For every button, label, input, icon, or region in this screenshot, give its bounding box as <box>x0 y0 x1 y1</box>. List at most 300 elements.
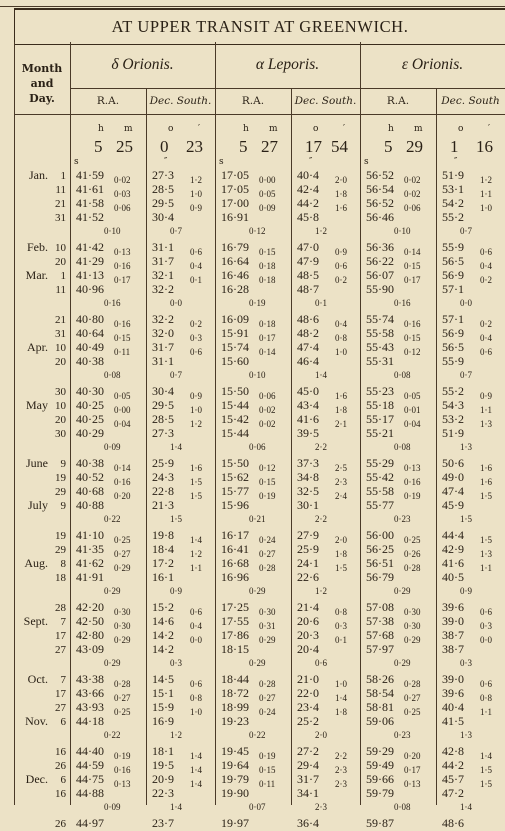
difference-value: 0·29 <box>114 563 131 573</box>
interval-difference: 1·5 <box>460 514 472 524</box>
right-ascension-value: 57·38 <box>366 614 394 628</box>
declination-value: 48·5 <box>297 268 319 282</box>
seconds-unit: s <box>219 157 224 167</box>
month-header-line1: Month <box>21 62 63 75</box>
difference-value: 0·03 <box>114 189 131 199</box>
month-name: Oct. <box>27 672 48 686</box>
difference-value: 0·18 <box>259 261 276 271</box>
declination-value: 56·5 <box>442 340 464 354</box>
right-ascension-value: 16·28 <box>221 282 249 296</box>
right-ascension-value: 44·97 <box>76 816 104 830</box>
day-number: 10 <box>55 242 66 254</box>
difference-value: 0·27 <box>114 549 131 559</box>
day-number: 1 <box>60 170 66 182</box>
month-name: Apr. <box>27 340 48 354</box>
difference-value: 1·6 <box>335 391 347 401</box>
right-ascension-value: 56·52 <box>366 168 394 182</box>
base-value: 54 <box>331 137 348 156</box>
day-number: 9 <box>60 458 66 470</box>
ra-dec-divider-line <box>436 88 437 805</box>
interval-difference: 1·2 <box>315 226 327 236</box>
difference-value: 0·28 <box>259 563 276 573</box>
difference-value: 0·6 <box>190 679 202 689</box>
declination-value: 21·3 <box>152 498 174 512</box>
day-number: 26 <box>55 760 66 772</box>
date-label <box>14 816 66 831</box>
right-ascension-value: 40·25 <box>76 398 104 412</box>
declination-value: 21·4 <box>297 600 319 614</box>
difference-value: 0·13 <box>114 779 131 789</box>
right-ascension-value: 40·29 <box>76 426 104 440</box>
unit-label: o <box>313 124 319 134</box>
declination-value: 15·1 <box>152 686 174 700</box>
interval-difference: 1·3 <box>460 442 472 452</box>
interval-difference: 0·7 <box>170 226 182 236</box>
interval-difference: 0·08 <box>104 370 121 380</box>
interval-difference: 0·10 <box>394 226 411 236</box>
difference-value: 0·19 <box>404 491 421 501</box>
right-ascension-value: 59·06 <box>366 714 394 728</box>
difference-value: 0·15 <box>259 247 276 257</box>
difference-value: 1·2 <box>480 175 492 185</box>
difference-value: 1·2 <box>190 549 202 559</box>
month-name: May <box>26 398 48 412</box>
difference-value: 0·25 <box>404 535 421 545</box>
declination-value: 45·8 <box>297 210 319 224</box>
unit-label: o <box>168 124 174 134</box>
declination-value: 40·4 <box>297 168 319 182</box>
right-ascension-value: 55·18 <box>366 398 394 412</box>
day-number: 26 <box>55 818 66 830</box>
difference-value: 2·3 <box>335 477 347 487</box>
difference-value: 0·24 <box>259 707 276 717</box>
declination-value: 48·6 <box>297 312 319 326</box>
declination-value: 31·1 <box>152 240 174 254</box>
interval-difference: 0·22 <box>104 514 121 524</box>
date-label <box>14 786 66 801</box>
declination-value: 54·3 <box>442 398 464 412</box>
day-number: 30 <box>55 386 66 398</box>
interval-difference: 0·23 <box>394 730 411 740</box>
difference-value: 0·6 <box>190 607 202 617</box>
difference-value: 1·3 <box>480 549 492 559</box>
difference-value: 0·2 <box>335 275 347 285</box>
difference-value: 0·3 <box>480 621 492 631</box>
declination-value: 32·5 <box>297 484 319 498</box>
date-label <box>14 700 66 715</box>
interval-difference: 0·9 <box>170 586 182 596</box>
date-label <box>14 312 66 327</box>
right-ascension-value: 19·79 <box>221 772 249 786</box>
declination-value: 48·6 <box>442 816 464 830</box>
difference-value: 0·02 <box>114 175 131 185</box>
right-ascension-value: 43·38 <box>76 672 104 686</box>
day-number: 11 <box>55 284 66 296</box>
declination-value: 32·1 <box>152 268 174 282</box>
unit-label: h <box>243 124 249 134</box>
difference-value: 0·27 <box>259 693 276 703</box>
declination-value: 32·2 <box>152 282 174 296</box>
declination-value: 56·9 <box>442 326 464 340</box>
month-header-line2: and <box>30 77 54 90</box>
difference-value: 0·14 <box>404 247 421 257</box>
day-number: 16 <box>55 788 66 800</box>
right-ascension-value: 40·68 <box>76 484 104 498</box>
difference-value: 2·0 <box>335 535 347 545</box>
difference-value: 1·4 <box>190 751 202 761</box>
declination-value: 31·7 <box>152 254 174 268</box>
declination-value: 41·6 <box>297 412 319 426</box>
day-number: 20 <box>55 414 66 426</box>
base-value: 25 <box>116 137 133 156</box>
right-ascension-value: 41·13 <box>76 268 104 282</box>
interval-difference: 0·08 <box>394 370 411 380</box>
declination-value: 27·9 <box>297 528 319 542</box>
difference-value: 2·3 <box>335 765 347 775</box>
difference-value: 1·1 <box>480 707 492 717</box>
declination-value: 28·5 <box>152 182 174 196</box>
difference-value: 1·4 <box>480 751 492 761</box>
right-ascension-value: 56·51 <box>366 556 394 570</box>
declination-value: 32·0 <box>152 326 174 340</box>
star-divider-line <box>360 42 361 805</box>
difference-value: 0·28 <box>114 679 131 689</box>
difference-value: 0·00 <box>259 175 276 185</box>
star-name-rule <box>70 88 505 89</box>
difference-value: 0·1 <box>335 635 347 645</box>
date-label <box>14 282 66 297</box>
interval-difference: 1·2 <box>315 586 327 596</box>
day-number: 9 <box>60 500 66 512</box>
right-ascension-value: 18·44 <box>221 672 249 686</box>
interval-difference: 0·16 <box>394 298 411 308</box>
arcsec-unit: ″ <box>309 157 313 167</box>
difference-value: 0·25 <box>114 707 131 717</box>
interval-difference: 0·22 <box>249 730 266 740</box>
date-label <box>14 470 66 485</box>
unit-label: m <box>414 124 423 134</box>
right-ascension-value: 17·00 <box>221 196 249 210</box>
right-ascension-value: 40·96 <box>76 282 104 296</box>
difference-value: 1·6 <box>335 203 347 213</box>
difference-value: 1·6 <box>480 477 492 487</box>
right-ascension-value: 16·17 <box>221 528 249 542</box>
seconds-unit: s <box>74 157 79 167</box>
difference-value: 0·8 <box>335 333 347 343</box>
declination-value: 51·9 <box>442 168 464 182</box>
declination-value: 27·3 <box>152 426 174 440</box>
right-ascension-value: 55·31 <box>366 354 394 368</box>
declination-value: 30·1 <box>297 498 319 512</box>
month-name: Feb. <box>27 240 48 254</box>
unit-label: o <box>458 124 464 134</box>
right-ascension-value: 55·74 <box>366 312 394 326</box>
difference-value: 0·9 <box>190 391 202 401</box>
day-number: 10 <box>55 342 66 354</box>
right-ascension-value: 44·59 <box>76 758 104 772</box>
date-label <box>14 744 66 759</box>
interval-difference: 0·7 <box>460 370 472 380</box>
star-divider-line <box>215 42 216 805</box>
date-label <box>14 484 66 499</box>
interval-difference: 0·7 <box>460 226 472 236</box>
difference-value: 0·3 <box>190 333 202 343</box>
star-name-2: ε Orionis. <box>401 56 464 73</box>
difference-value: 1·0 <box>480 203 492 213</box>
difference-value: 0·27 <box>114 693 131 703</box>
header-bottom-rule <box>14 114 505 115</box>
declination-value: 57·1 <box>442 312 464 326</box>
date-label <box>14 542 66 557</box>
difference-value: 1·4 <box>190 779 202 789</box>
difference-value: 0·8 <box>190 693 202 703</box>
difference-value: 1·6 <box>190 463 202 473</box>
declination-value: 20·4 <box>297 642 319 656</box>
difference-value: 0·8 <box>335 607 347 617</box>
right-ascension-value: 40·30 <box>76 384 104 398</box>
right-ascension-value: 16·41 <box>221 542 249 556</box>
difference-value: 1·8 <box>335 405 347 415</box>
right-ascension-value: 56·07 <box>366 268 394 282</box>
difference-value: 1·8 <box>335 549 347 559</box>
right-ascension-value: 55·42 <box>366 470 394 484</box>
declination-value: 45·0 <box>297 384 319 398</box>
right-ascension-value: 57·08 <box>366 600 394 614</box>
difference-value: 0·17 <box>114 275 131 285</box>
right-ascension-value: 41·61 <box>76 182 104 196</box>
date-label <box>14 686 66 701</box>
base-value: 27 <box>261 137 278 156</box>
arcsec-unit: ″ <box>454 157 458 167</box>
right-ascension-value: 17·05 <box>221 168 249 182</box>
right-ascension-value: 15·42 <box>221 412 249 426</box>
difference-value: 0·29 <box>404 635 421 645</box>
declination-value: 56·9 <box>442 268 464 282</box>
right-ascension-value: 15·62 <box>221 470 249 484</box>
declination-value: 46·4 <box>297 354 319 368</box>
difference-value: 0·16 <box>114 261 131 271</box>
day-number: 21 <box>55 314 66 326</box>
right-ascension-value: 43·66 <box>76 686 104 700</box>
interval-difference: 0·1 <box>315 298 327 308</box>
interval-difference: 2·2 <box>315 514 327 524</box>
difference-value: 0·05 <box>259 189 276 199</box>
declination-value: 14·5 <box>152 672 174 686</box>
right-ascension-value: 41·58 <box>76 196 104 210</box>
difference-value: 1·5 <box>190 491 202 501</box>
declination-value: 31·1 <box>152 354 174 368</box>
difference-value: 0·27 <box>259 549 276 559</box>
difference-value: 0·11 <box>114 347 131 357</box>
difference-value: 1·4 <box>190 535 202 545</box>
interval-difference: 0·10 <box>249 370 266 380</box>
day-number: 7 <box>60 674 66 686</box>
date-label <box>14 714 66 729</box>
interval-difference: 0·08 <box>394 802 411 812</box>
difference-value: 0·30 <box>404 621 421 631</box>
declination-value: 27·2 <box>297 744 319 758</box>
base-value: 16 <box>476 137 493 156</box>
right-ascension-value: 56·79 <box>366 570 394 584</box>
difference-value: 0·3 <box>335 621 347 631</box>
right-ascension-value: 17·55 <box>221 614 249 628</box>
right-ascension-value: 58·26 <box>366 672 394 686</box>
difference-value: 1·8 <box>335 189 347 199</box>
right-ascension-value: 15·50 <box>221 456 249 470</box>
declination-value: 54·2 <box>442 196 464 210</box>
declination-value: 24·1 <box>297 556 319 570</box>
difference-value: 0·19 <box>259 491 276 501</box>
declination-value: 47·4 <box>297 340 319 354</box>
day-number: 20 <box>55 356 66 368</box>
right-ascension-value: 40·38 <box>76 456 104 470</box>
difference-value: 0·12 <box>259 463 276 473</box>
difference-value: 0·06 <box>259 391 276 401</box>
right-ascension-value: 59·49 <box>366 758 394 772</box>
right-ascension-value: 43·93 <box>76 700 104 714</box>
difference-value: 0·30 <box>114 621 131 631</box>
difference-value: 0·0 <box>480 635 492 645</box>
declination-value: 57·1 <box>442 282 464 296</box>
date-label <box>14 254 66 269</box>
base-value: 5 <box>94 137 103 156</box>
interval-difference: 0·22 <box>104 730 121 740</box>
date-label <box>14 556 66 571</box>
interval-difference: 0·29 <box>104 586 121 596</box>
unit-label: m <box>269 124 278 134</box>
difference-value: 0·9 <box>480 391 492 401</box>
difference-value: 0·0 <box>190 635 202 645</box>
day-number: 29 <box>55 486 66 498</box>
difference-value: 0·16 <box>404 319 421 329</box>
difference-value: 0·15 <box>259 477 276 487</box>
declination-value: 20·6 <box>297 614 319 628</box>
difference-value: 1·1 <box>190 563 202 573</box>
right-ascension-value: 40·49 <box>76 340 104 354</box>
difference-value: 0·1 <box>190 275 202 285</box>
interval-difference: 0·3 <box>460 658 472 668</box>
declination-value: 44·2 <box>442 758 464 772</box>
interval-difference: 0·29 <box>249 586 266 596</box>
declination-value: 30·4 <box>152 210 174 224</box>
difference-value: 0·15 <box>114 333 131 343</box>
difference-value: 2·2 <box>335 751 347 761</box>
arcsec-unit: ″ <box>164 157 168 167</box>
right-ascension-value: 59·79 <box>366 786 394 800</box>
right-ascension-value: 40·64 <box>76 326 104 340</box>
declination-value: 45·7 <box>442 772 464 786</box>
declination-value: 19·8 <box>152 528 174 542</box>
difference-value: 1·0 <box>190 189 202 199</box>
base-value: 23 <box>186 137 203 156</box>
declination-value: 42·8 <box>442 744 464 758</box>
date-label <box>14 600 66 615</box>
difference-value: 2·5 <box>335 463 347 473</box>
declination-value: 38·7 <box>442 628 464 642</box>
top-rule <box>0 0 505 7</box>
difference-value: 0·20 <box>114 491 131 501</box>
right-ascension-value: 58·54 <box>366 686 394 700</box>
day-number: 17 <box>55 630 66 642</box>
right-ascension-value: 56·52 <box>366 196 394 210</box>
unit-label: ′ <box>343 124 346 134</box>
declination-value: 29·5 <box>152 196 174 210</box>
date-label <box>14 354 66 369</box>
date-label <box>14 398 66 413</box>
right-ascension-value: 57·68 <box>366 628 394 642</box>
date-label <box>14 456 66 471</box>
difference-value: 0·05 <box>114 391 131 401</box>
difference-value: 0·31 <box>259 621 276 631</box>
month-name: Jan. <box>29 168 48 182</box>
date-label <box>14 210 66 225</box>
date-label <box>14 772 66 787</box>
right-ascension-value: 19·23 <box>221 714 249 728</box>
declination-value: 40·5 <box>442 570 464 584</box>
difference-value: 0·19 <box>114 751 131 761</box>
right-ascension-value: 15·44 <box>221 426 249 440</box>
month-name: June <box>26 456 48 470</box>
right-ascension-value: 55·17 <box>366 412 394 426</box>
declination-value: 22·3 <box>152 786 174 800</box>
right-ascension-value: 56·25 <box>366 542 394 556</box>
difference-value: 1·6 <box>480 463 492 473</box>
right-ascension-value: 19·97 <box>221 816 249 830</box>
declination-value: 55·2 <box>442 210 464 224</box>
right-ascension-value: 18·72 <box>221 686 249 700</box>
difference-value: 2·3 <box>335 779 347 789</box>
base-value: 17 <box>305 137 322 156</box>
right-ascension-value: 17·25 <box>221 600 249 614</box>
declination-value: 24·3 <box>152 470 174 484</box>
declination-value: 31·7 <box>297 772 319 786</box>
declination-value: 48·7 <box>297 282 319 296</box>
interval-difference: 2·0 <box>315 730 327 740</box>
page-title: AT UPPER TRANSIT AT GREENWICH. <box>14 8 505 45</box>
declination-value: 40·4 <box>442 700 464 714</box>
difference-value: 0·13 <box>404 779 421 789</box>
right-ascension-value: 42·50 <box>76 614 104 628</box>
right-ascension-value: 44·88 <box>76 786 104 800</box>
day-number: 20 <box>55 256 66 268</box>
right-ascension-value: 58·81 <box>366 700 394 714</box>
difference-value: 0·12 <box>404 347 421 357</box>
declination-value: 23·4 <box>297 700 319 714</box>
right-ascension-value: 56·22 <box>366 254 394 268</box>
difference-value: 0·28 <box>404 563 421 573</box>
difference-value: 0·2 <box>480 275 492 285</box>
right-ascension-value: 16·09 <box>221 312 249 326</box>
difference-value: 1·2 <box>190 419 202 429</box>
difference-value: 1·5 <box>480 535 492 545</box>
declination-value: 15·2 <box>152 600 174 614</box>
right-ascension-value: 16·68 <box>221 556 249 570</box>
declination-value: 45·9 <box>442 498 464 512</box>
month-name: Sept. <box>23 614 48 628</box>
unit-label: m <box>124 124 133 134</box>
difference-value: 0·16 <box>114 765 131 775</box>
base-value: 5 <box>384 137 393 156</box>
interval-difference: 0·6 <box>315 658 327 668</box>
declination-value: 16·9 <box>152 714 174 728</box>
right-ascension-value: 15·50 <box>221 384 249 398</box>
month-header-line3: Day. <box>29 92 55 105</box>
right-ascension-value: 41·29 <box>76 254 104 268</box>
difference-value: 0·30 <box>114 607 131 617</box>
right-ascension-value: 55·77 <box>366 498 394 512</box>
right-ascension-value: 40·88 <box>76 498 104 512</box>
declination-value: 47·0 <box>297 240 319 254</box>
